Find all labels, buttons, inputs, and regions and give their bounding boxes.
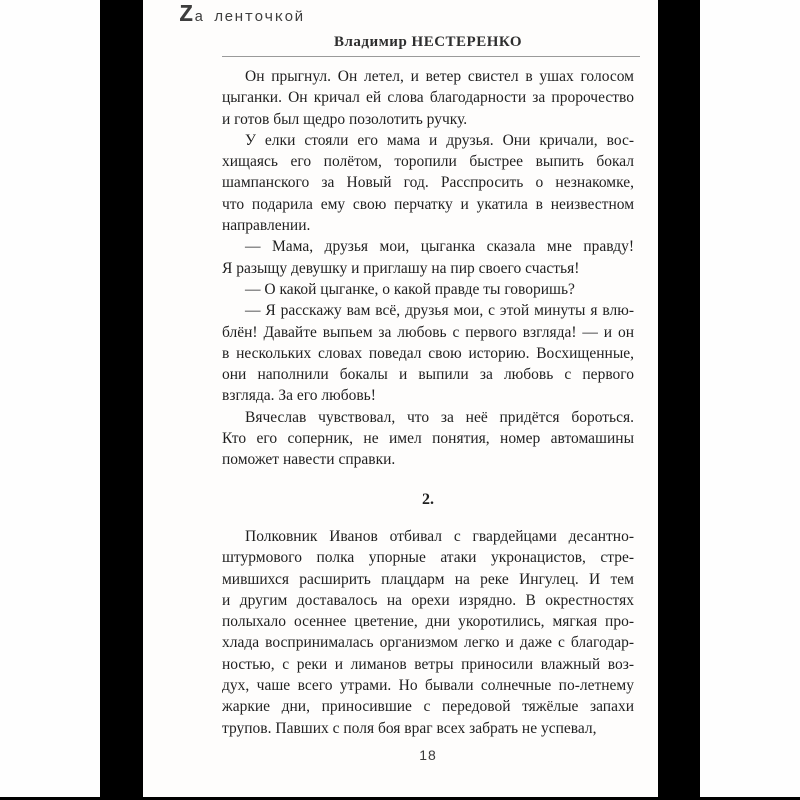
text-block-after-section [222,526,634,739]
text-line: полыхало осеннее цветение, дни укоротились, мягкая про- [222,613,634,631]
running-header-author: Владимир НЕСТЕРЕНКО [333,34,523,50]
text-line: дух, чаше всего утрами. Но бывали солнечные по-летнему [222,677,634,695]
text-line: что подарила ему свою перчатку и укатила в неизвестном [222,195,634,213]
paragraph [222,300,634,406]
text-line: — О какой цыганке, о какой правде ты говоришь? [245,280,575,298]
text-line: и другим доставалось на орехи изрядно. В окрестностях [222,591,634,609]
text-line: У елки стояли его мама и друзья. Они кричали, вос- [245,131,634,149]
text-line: мившихся расширить плацдарм на реке Ингулец. И тем [222,570,634,588]
text-line: цыганки. Он кричал ей слова благодарности за пророчество [222,89,634,107]
text-line: жаркие дни, приносившие с передовой тяжёлые запахи [222,698,634,716]
text-line: Он прыгнул. Он летел, и ветер свистел в ушах голосом [245,68,634,85]
text-line: шампанского за Новый год. Расспросить о незнакомке, [222,174,634,192]
text-line: хищаясь его полётом, торопили быстрее выпить бокал [222,153,634,171]
header-rule [222,56,640,57]
text-line: Я разыщу девушку и приглашу на пир своего счастья! [222,259,580,277]
text-line: трупов. Павших с поля боя враг всех забрать не успевал, [222,719,597,737]
text-column [222,66,634,739]
text-line: Полковник Иванов отбивал с гвардейцами десантно- [245,527,634,545]
text-line: в нескольких словах поведал свою историю. Восхищенные, [222,344,634,362]
text-line: ностью, с реки и лиманов ветры приносили влажный воз- [222,655,634,673]
paragraph [222,279,634,300]
right-black-scan-edge [658,0,700,800]
section-number: 2. [422,490,434,508]
book-title-initial-letter: Z [179,2,195,29]
running-header-book-title [179,2,305,29]
book-title-rest: а ленточкой [194,9,305,26]
text-block-before-section [222,66,634,471]
text-line: они наполнили бокалы и выпили за любовь с первого [222,366,634,384]
text-line: блён! Давайте выпьем за любовь с первого взгляда! — и он [222,323,634,341]
text-line: поможет навести справки. [222,451,396,469]
paragraph [222,66,634,130]
text-line: — Я расскажу вам всё, друзья мои, с этой минуты я влю- [245,302,634,320]
paragraph [222,407,634,471]
text-line: Вячеслав чувствовал, что за неё придётся бороться. [245,408,634,426]
text-line: направлении. [222,217,311,235]
paragraph [222,526,634,739]
paragraph [222,130,634,236]
text-line: и готов был щедро позолотить ручку. [222,110,468,128]
left-black-scan-edge [100,0,143,800]
paragraph [222,236,634,279]
text-line: — Мама, друзья мои, цыганка сказала мне правду! [245,238,634,256]
book-page [143,0,658,797]
text-line: Кто его соперник, не имел понятия, номер автомашины [222,430,634,448]
text-line: взгляда. За его любовь! [222,387,376,405]
text-line: хлада воспринималась организмом легко и даже с благодар- [222,634,634,652]
page-number: 18 [419,747,437,763]
text-line: штурмового полка упорные атаки укронацистов, стре- [222,549,634,567]
